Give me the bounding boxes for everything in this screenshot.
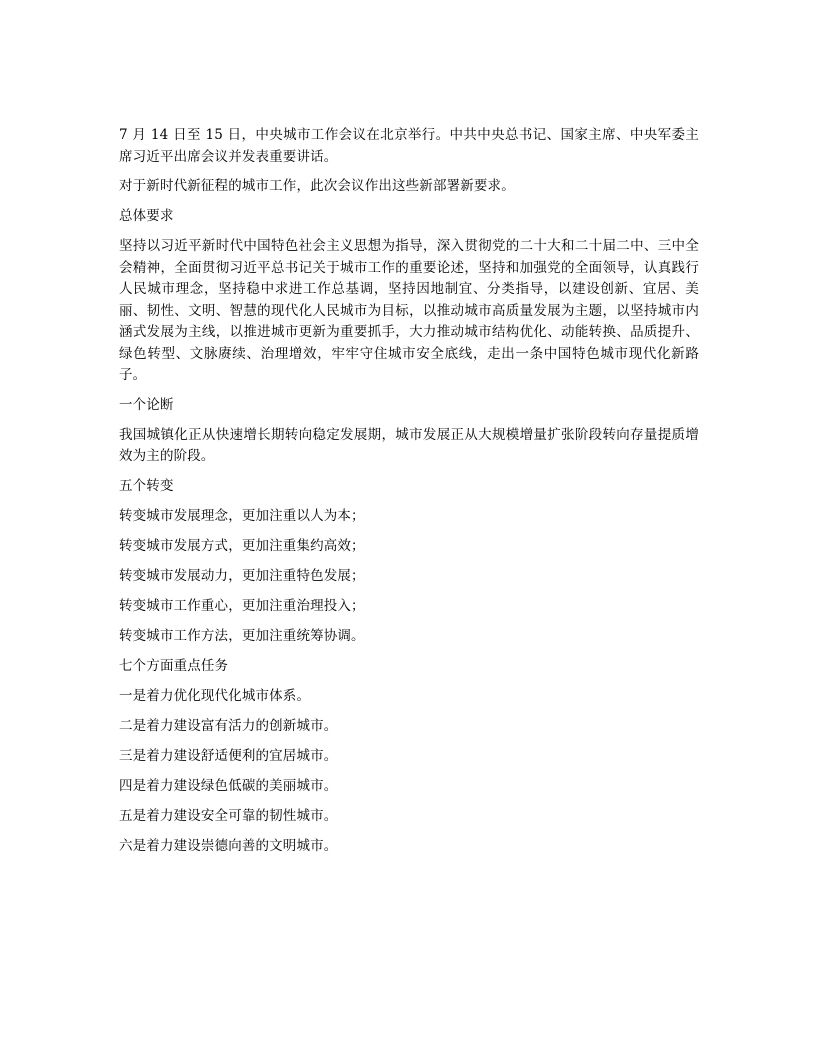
list-item: 转变城市工作方法，更加注重统筹协调。 bbox=[119, 627, 365, 644]
section-heading-five-transformations: 五个转变 bbox=[119, 477, 174, 494]
section-heading-overall-requirements: 总体要求 bbox=[119, 208, 174, 224]
list-item: 转变城市发展动力，更加注重特色发展； bbox=[119, 567, 365, 584]
list-item: 五是着力建设安全可靠的韧性城市。 bbox=[119, 807, 338, 824]
one-judgment-paragraph: 我国城镇化正从快速增长期转向稳定发展期，城市发展正从大规模增量扩张阶段转向存量提质增效为主的阶段。 bbox=[119, 426, 699, 464]
list-item: 二是着力建设富有活力的创新城市。 bbox=[119, 717, 338, 734]
list-item: 四是着力建设绿色低碳的美丽城市。 bbox=[119, 777, 338, 794]
list-item: 转变城市工作重心，更加注重治理投入； bbox=[119, 597, 365, 614]
overall-requirements-paragraph: 坚持以习近平新时代中国特色社会主义思想为指导，深入贯彻党的二十大和二十届二中、三中全会精神，全面贯彻习近平总书记关于城市工作的重要论述，坚持和加强党的全面领导，认真践行人民城市理念，坚持稳中求进工作总基调，坚持因地制宜、分类指导，以建设创新、宜居、美丽、韧性、文明、智慧的现代化人民城市为目标，以推动城市高质量发展为主题，以坚持城市内涵式发展为主线，以推进城市更新为重要抓手，大力推动城市结构优化、动能转换、品质提升、绿色转型、文脉赓续、治理增效，牢牢守住城市安全底线，走出一条中国特色城市现代化新路子。 bbox=[119, 238, 699, 383]
list-item: 六是着力建设崇德向善的文明城市。 bbox=[119, 837, 338, 854]
list-item: 转变城市发展理念，更加注重以人为本； bbox=[119, 507, 365, 524]
list-item: 三是着力建设舒适便利的宜居城市。 bbox=[119, 747, 338, 764]
list-item: 一是着力优化现代化城市体系。 bbox=[119, 687, 311, 704]
section-heading-one-judgment: 一个论断 bbox=[119, 396, 174, 413]
list-item: 转变城市发展方式，更加注重集约高效； bbox=[119, 537, 365, 554]
intro-paragraph: 7 月 14 日至 15 日，中央城市工作会议在北京举行。中共中央总书记、国家主席、中央军委主席习近平出席会议并发表重要讲话。 bbox=[119, 127, 699, 165]
lead-paragraph: 对于新时代新征程的城市工作，此次会议作出这些新部署新要求。 bbox=[119, 178, 515, 194]
section-heading-seven-tasks: 七个方面重点任务 bbox=[119, 657, 229, 674]
document-page bbox=[119, 125, 699, 866]
